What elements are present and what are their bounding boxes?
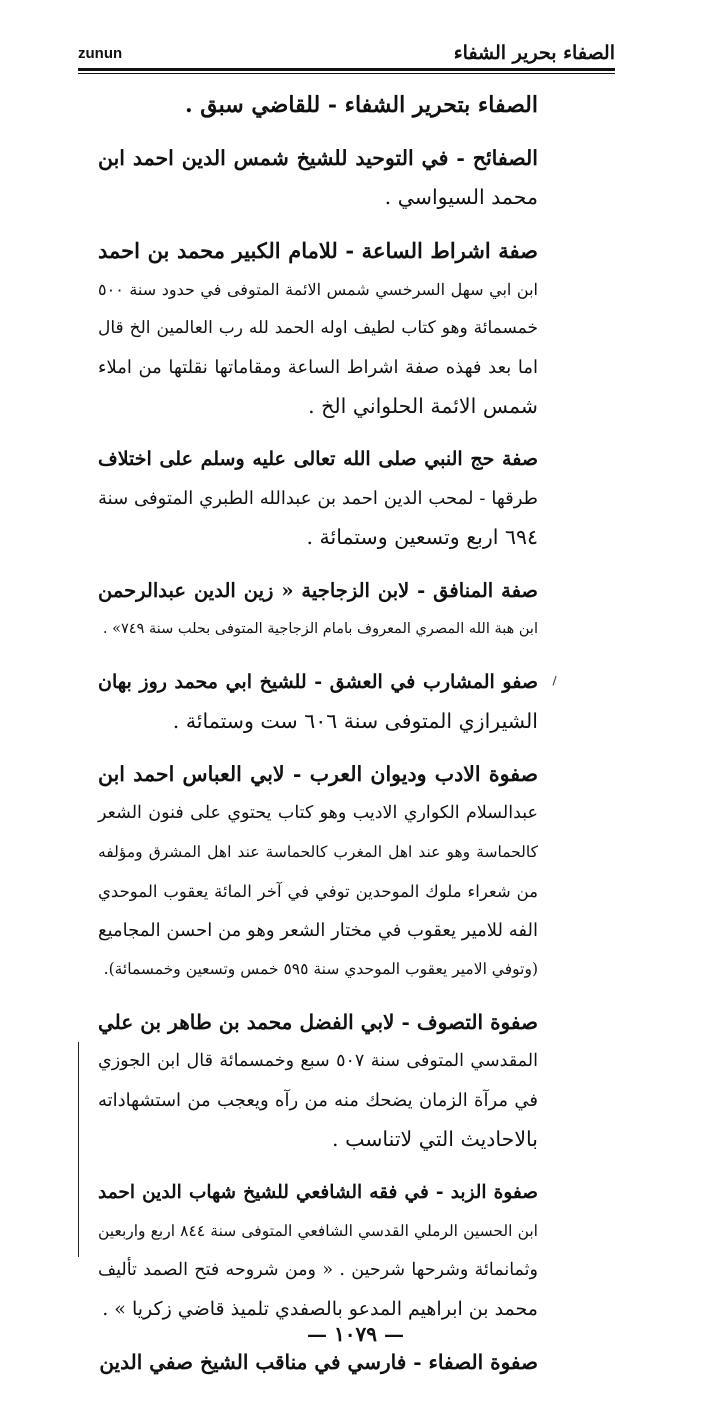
entry-title-line: صفوة الصفاء - فارسي في مناقب الشيخ صفي الدين <box>99 1350 538 1374</box>
entry-text-line: ابن ابي سهل السرخسي شمس الائمة المتوفى في حدود سنة ٥٠٠ <box>98 280 538 299</box>
entry-title-line: صفوة الزبد - في فقه الشافعي للشيخ شهاب الدين احمد <box>98 1182 538 1203</box>
entry-text-line: عبدالسلام الكواري الاديب وهو كتاب يحتوي على فنون الشعر <box>98 803 538 823</box>
entry <box>98 755 538 989</box>
entry-text-line: من شعراء ملوك الموحدين توفي في آخر المائة يعقوب الموحدي <box>98 882 538 901</box>
entry-text-line: اما بعد فهذه صفة اشراط الساعة ومقاماتها نقلتها من املاء <box>98 357 538 378</box>
entry-title-line: صفوة التصوف - لابي الفضل محمد بن طاهر بن علي <box>98 1010 538 1034</box>
entry-text-line: خمسمائة وهو كتاب لطيف اوله الحمد لله رب العالمين الخ قال <box>98 318 538 338</box>
entry-title-line: الصفائح - في التوحيد للشيخ شمس الدين احمد ابن <box>98 146 538 170</box>
entry-text-line: ابن هبة الله المصري المعروف بامام الزجاجية المتوفى بحلب سنة ٧٤٩» . <box>102 621 538 637</box>
entry-text-line: ابن الحسين الرملي القدسي الشافعي المتوفى سنة ٨٤٤ اربع واربعين <box>98 1222 538 1240</box>
entry <box>98 663 538 741</box>
entry <box>98 139 538 217</box>
entry <box>98 1003 538 1159</box>
margin-rule <box>78 1042 79 1257</box>
header-right-text: الصفاء بحرير الشفاء <box>453 42 615 64</box>
header-left-text: zunun <box>78 45 123 62</box>
entry-title-line: صفوة الادب وديوان العرب - لابي العباس احمد ابن <box>98 762 538 786</box>
entry <box>98 231 538 426</box>
entry-text-line: طرقها - لمحب الدين احمد بن عبدالله الطبري المتوفى سنة <box>98 488 538 509</box>
entry <box>98 440 538 557</box>
entry-text-line: كالحماسة وهو عند اهل المغرب كالحماسة عند اهل المشرق ومؤلفه <box>98 843 538 861</box>
entry-text-line: شمس الائمة الحلواني الخ . <box>308 394 538 418</box>
running-header <box>78 30 615 70</box>
page-number: — ١٠٧٩ — <box>307 1322 404 1346</box>
entry-title-line: صفة حج النبي صلى الله تعالى عليه وسلم على اختلاف <box>98 448 538 470</box>
entry <box>98 1343 538 1382</box>
entry <box>98 86 538 125</box>
entry-text-line: محمد بن ابراهيم المدعو بالصفدي تلميذ قاضي زكريا » . <box>102 1298 538 1320</box>
entry <box>98 571 538 649</box>
entry <box>98 1173 538 1329</box>
entry-text-line: محمد السيواسي . <box>384 185 538 209</box>
entry-text-line: المقدسي المتوفى سنة ٥٠٧ سبع وخمسمائة قال ابن الجوزي <box>98 1051 538 1071</box>
entry-text-line: في مرآة الزمان يضحك منه من رآه ويعجب من استشهاداته <box>98 1090 538 1111</box>
entry-text-line: بالاحاديث التي لاتناسب . <box>332 1127 538 1151</box>
margin-mark <box>553 676 559 686</box>
header-rule <box>78 68 615 71</box>
entry-text-line: ٦٩٤ اربع وتسعين وستمائة . <box>306 525 538 549</box>
entry-text-line: (وتوفي الامير يعقوب الموحدي سنة ٥٩٥ خمس وتسعين وخمسمائة). <box>103 960 538 978</box>
header-rule-thin <box>78 73 615 74</box>
entry-title-line: الصفاء بتحرير الشفاء - للقاضي سبق . <box>184 92 538 118</box>
entry-text-line: الشيرازي المتوفى سنة ٦٠٦ ست وستمائة . <box>172 709 538 733</box>
entry-text-line: وثمانمائة وشرحها شرحين . « ومن شروحه فتح الصمد تأليف <box>98 1260 538 1280</box>
entries-list <box>98 86 538 1396</box>
entry-text-line: الفه للامير يعقوب في مختار الشعر وهو من احسن المجاميع <box>97 920 538 941</box>
entry-title-line: صفة اشراط الساعة - للامام الكبير محمد بن احمد <box>98 238 538 263</box>
entry-title-line: صفو المشارب في العشق - للشيخ ابي محمد روز بهان <box>98 671 538 693</box>
entry-title-line: صفة المنافق - لابن الزجاجية « زين الدين عبدالرحمن <box>98 579 538 602</box>
